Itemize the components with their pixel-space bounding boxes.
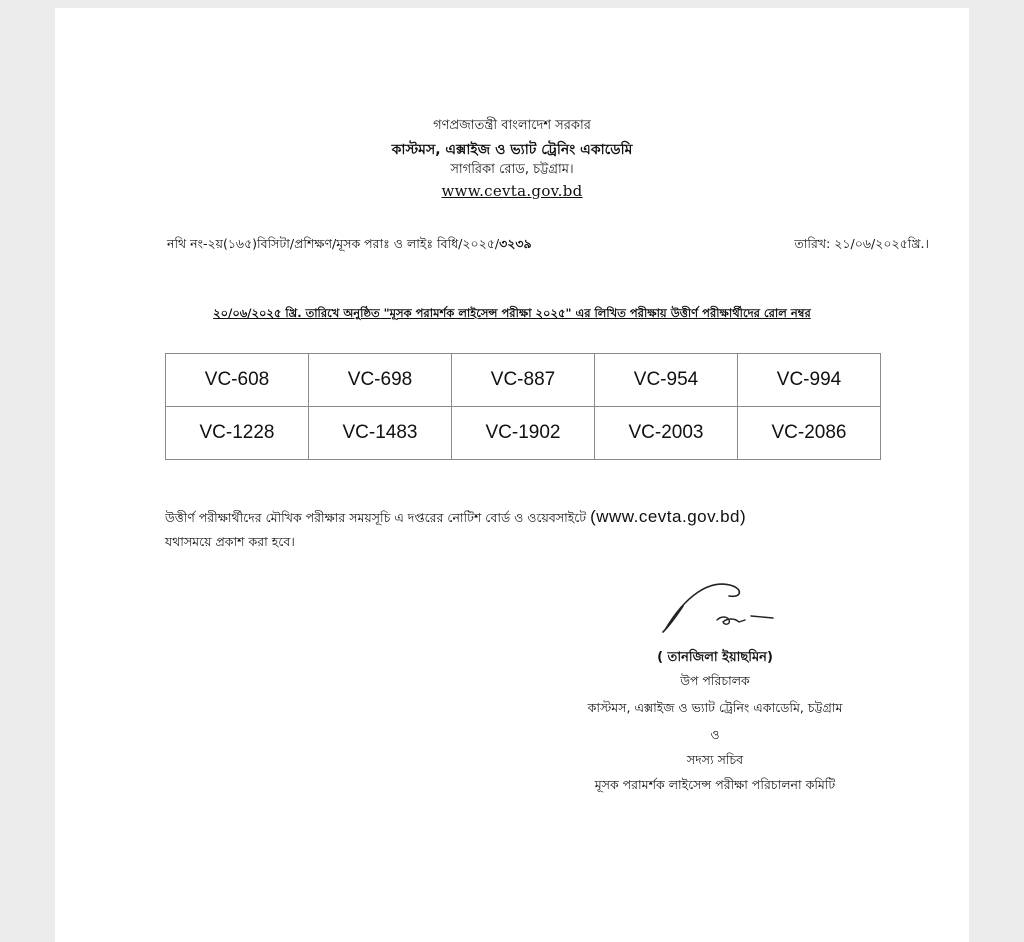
roll-cell: VC-887 xyxy=(452,354,595,407)
table-row xyxy=(166,407,881,460)
handwritten-signature xyxy=(655,576,785,638)
signatory-conjunction: ও xyxy=(710,727,720,742)
notice-text-end: যথাসময়ে প্রকাশ করা হবে। xyxy=(165,534,295,549)
signatory-designation: উপ পরিচালক xyxy=(680,673,750,688)
header-website: www.cevta.gov.bd xyxy=(441,182,583,200)
roll-cell: VC-1483 xyxy=(309,407,452,460)
notice-text: উত্তীর্ণ পরীক্ষার্থীদের মৌখিক পরীক্ষার সময়সূচি এ দপ্তরের নোটিশ বোর্ড ও ওয়েবসাইটে xyxy=(165,510,591,525)
roll-cell: VC-698 xyxy=(309,354,452,407)
roll-cell: VC-1902 xyxy=(452,407,595,460)
roll-cell: VC-2003 xyxy=(595,407,738,460)
header-address: সাগরিকা রোড, চট্টগ্রাম। xyxy=(450,162,574,177)
header-government: গণপ্রজাতন্ত্রী বাংলাদেশ সরকার xyxy=(433,118,591,133)
signatory-committee: মূসক পরামর্শক লাইসেন্স পরীক্ষা পরিচালনা কমিটি xyxy=(594,777,836,792)
roll-cell: VC-954 xyxy=(595,354,738,407)
memo-ref-prefix: নথি নং-২য়(১৬৫)বিসিটা/প্রশিক্ষণ/মূসক পরাঃ ও লাইঃ বিধি/২০২৫/ xyxy=(167,236,500,251)
roll-number-table xyxy=(165,353,881,460)
signatory-role: সদস্য সচিব xyxy=(686,752,744,767)
subject-line: ২০/০৬/২০২৫ খ্রি. তারিখে অনুষ্ঠিত "মূসক পরামর্শক লাইসেন্স পরীক্ষা ২০২৫" এর লিখিত পরীক্ষায় উত্তীর্ণ পরীক্ষার্থীদের রোল নম্বর xyxy=(213,306,811,320)
header-academy-name: কাস্টমস, এক্সাইজ ও ভ্যাট ট্রেনিং একাডেমি xyxy=(391,142,633,158)
table-row xyxy=(166,354,881,407)
roll-cell: VC-2086 xyxy=(738,407,881,460)
roll-cell: VC-994 xyxy=(738,354,881,407)
memo-reference xyxy=(167,236,532,256)
roll-cell: VC-608 xyxy=(166,354,309,407)
memo-ref-number: ৩২৩৯ xyxy=(499,236,532,251)
signatory-name: ( তানজিলা ইয়াছমিন) xyxy=(657,650,773,665)
memo-date: তারিখ: ২১/০৬/২০২৫খ্রি.। xyxy=(794,236,929,251)
notice-paragraph xyxy=(165,505,885,554)
notice-website: (www.cevta.gov.bd) xyxy=(590,507,747,526)
signatory-office: কাস্টমস, এক্সাইজ ও ভ্যাট ট্রেনিং একাডেমি, চট্টগ্রাম xyxy=(587,700,843,715)
roll-cell: VC-1228 xyxy=(166,407,309,460)
document-page xyxy=(55,8,969,942)
